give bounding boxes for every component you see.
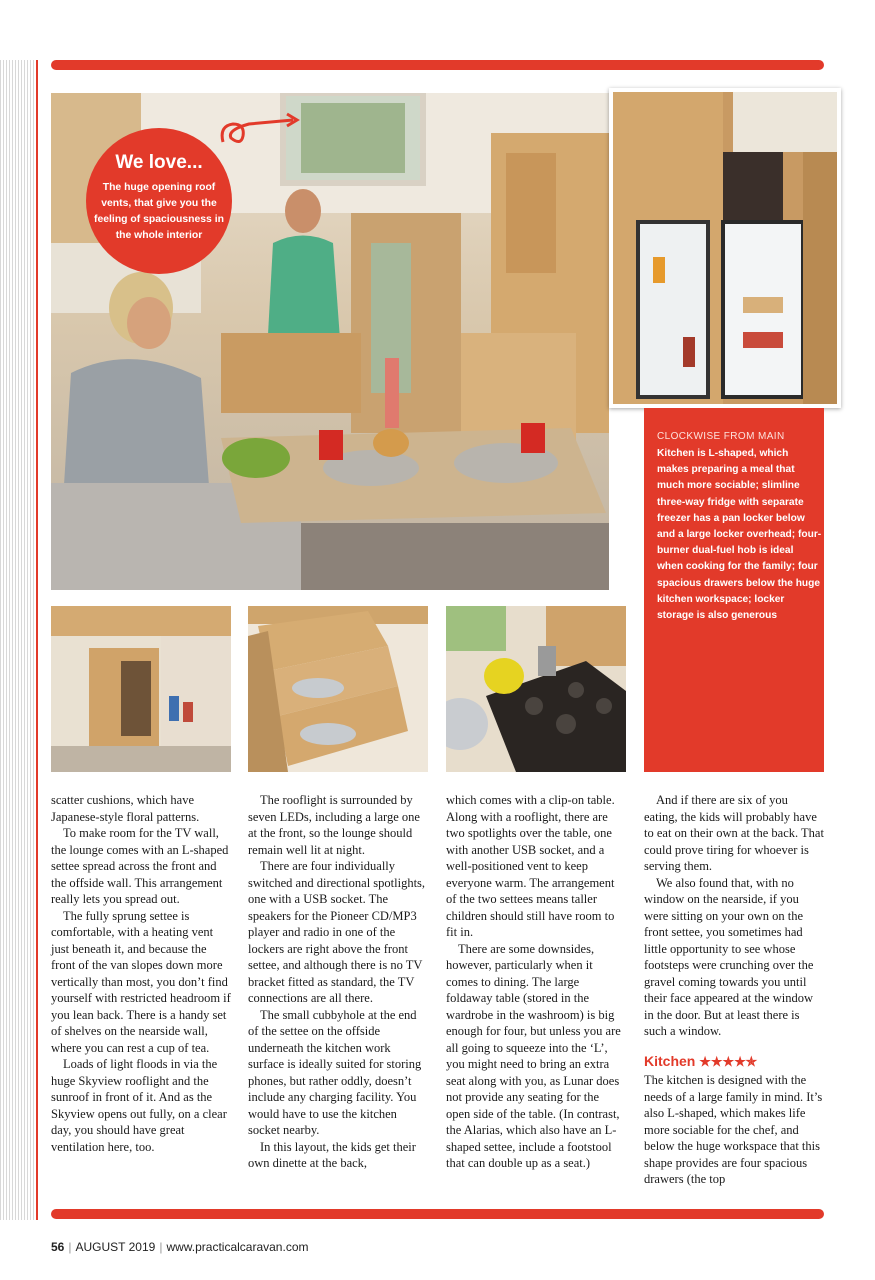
paragraph: The rooflight is surrounded by seven LEDs, including a large one at the front, so the lounge should remain well lit at night. bbox=[248, 793, 420, 857]
article-column-2 bbox=[248, 792, 428, 1172]
bottom-rule bbox=[51, 1209, 824, 1219]
paragraph: The small cubbyhole at the end of the settee on the offside underneath the kitchen work surface is ideally suited for storing phones, but rather oddly, doesn’t include any charging facility. You would have to use the kitchen socket nearby. bbox=[248, 1007, 422, 1137]
paragraph: In this layout, the kids get their own dinette at the back, bbox=[248, 1139, 416, 1170]
caption-heading: CLOCKWISE FROM MAIN bbox=[657, 431, 785, 442]
arrow-swirl-icon bbox=[215, 112, 305, 152]
page-number: 56 bbox=[51, 1240, 65, 1254]
paragraph: The fully sprung settee is comfortable, with a heating vent just beneath it, and because the front of the van slopes down more vertically than most, you don’t find yourself with restricted headroom if you lean back. There is a handy set of shelves on the nearside wall, where you can rest a cup of tea. bbox=[51, 908, 231, 1055]
page-edge-stripes bbox=[0, 60, 38, 1220]
footer-divider: | bbox=[159, 1240, 163, 1254]
thumb-photo-locker bbox=[51, 606, 231, 772]
footer-divider: | bbox=[68, 1240, 72, 1254]
thumb-photo-hob bbox=[446, 606, 626, 772]
we-love-title: We love... bbox=[115, 152, 203, 173]
page-footer bbox=[51, 1240, 309, 1254]
kitchen-section-heading bbox=[644, 1053, 824, 1071]
rating-stars-icon: ★★★★✯ bbox=[699, 1053, 757, 1069]
paragraph: scatter cushions, which have Japanese-style floral patterns. bbox=[51, 793, 200, 824]
paragraph: There are some downsides, however, particularly when it comes to dining. The large foldaway table (stored in the wardrobe in the washroom) is big enough for four, but unless you are all going to squeeze into the ‘L’, you might need to bring an extra seat along with you, as Lunar does not provide any seating for the open side of the table. (In contrast, the Alarias, which also have an L-shaped settee, include a footstool that can double up as a seat.) bbox=[446, 941, 621, 1170]
article-column-1 bbox=[51, 792, 231, 1155]
paragraph: which comes with a clip-on table. Along with a rooflight, there are two spotlights over the table, one with another USB socket, and a well-positioned vent to keep everyone warm. The arrangement of the two settees means taller children should still have room to fit in. bbox=[446, 793, 615, 939]
kitchen-heading-text: Kitchen bbox=[644, 1052, 696, 1069]
inset-photo-fridge bbox=[609, 88, 841, 408]
thumb-photo-drawers bbox=[248, 606, 428, 772]
paragraph: To make room for the TV wall, the lounge comes with an L-shaped settee spread across the front and the offside wall. This arrangement really lets you spread out. bbox=[51, 826, 229, 906]
website-url: www.practicalcaravan.com bbox=[166, 1240, 309, 1254]
we-love-callout bbox=[86, 128, 232, 274]
issue-date: AUGUST 2019 bbox=[75, 1240, 156, 1254]
paragraph: And if there are six of you eating, the kids will probably have to eat on their own at the back. That could prove tiring for whoever is serving them. bbox=[644, 793, 824, 873]
we-love-body: The huge opening roof vents, that give you the feeling of spaciousness in the whole interior bbox=[94, 182, 224, 241]
paragraph: We also found that, with no window on the nearside, if you were sitting on your own on the front settee, you sometimes had little opportunity to see whose footsteps were crunching over the gravel coming towards you until their face appeared at the window in the door. But at least there is such a window. bbox=[644, 875, 814, 1038]
article-column-3 bbox=[446, 792, 626, 1172]
top-rule bbox=[51, 60, 824, 70]
article-column-4 bbox=[644, 792, 824, 1188]
photo-caption-box bbox=[644, 408, 824, 772]
paragraph: Loads of light floods in via the huge Skyview rooflight and the sunroof in front of it. And as the Skyview opens out fully, on a clear day, you should have great ventilation here, too. bbox=[51, 1057, 227, 1154]
caption-body: Kitchen is L-shaped, which makes preparing a meal that much more sociable; slimline three-way fridge with separate freezer has a pan locker below and a large locker overhead; four-burner dual-fuel hob is ideal when cooking for the family; four spacious drawers below the huge kitchen workspace; locker storage is also generous bbox=[657, 448, 822, 622]
paragraph: There are four individually switched and directional spotlights, one with a USB socket. The speakers for the Pioneer CD/MP3 player and radio in one of the lockers are right above the front settee, and although there is no TV bracket fitted as standard, the TV connections are all there. bbox=[248, 859, 426, 1005]
paragraph: The kitchen is designed with the needs of a large family in mind. It’s also L-shaped, which makes life more sociable for the chef, and below the huge workspace that this shape provides are four spacious drawers (the top bbox=[644, 1073, 823, 1186]
